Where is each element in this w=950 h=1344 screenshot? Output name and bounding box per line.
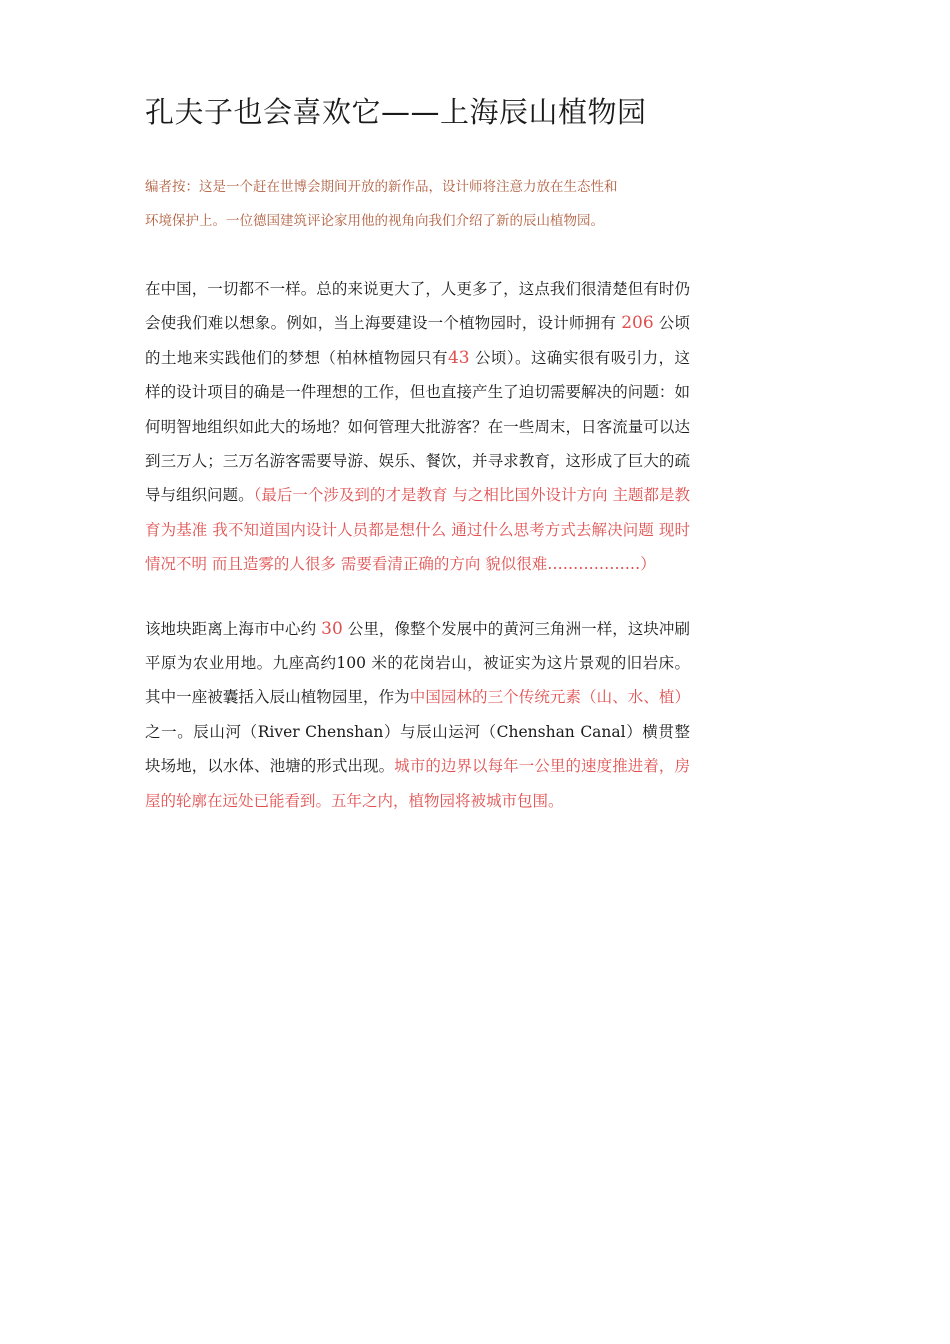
berlin-area-number-highlight: 43 <box>447 347 470 368</box>
paragraph-1-text-b: 公顷的土地来实践他们的梦想（柏林植物园只有 <box>145 314 690 367</box>
paragraph-2-text-a: 该地块距离上海市中心约 <box>145 619 322 638</box>
paragraph-1 <box>145 272 690 582</box>
area-number-highlight: 206 <box>621 313 654 334</box>
paragraph-2-text-b: 公里，像整个发展中的黄河三角洲一样，这块冲刷平原为农业用地。九座高约100 米的花岗岩山，被证实为这片景观的旧岩床。其中一座被囊括入辰山植物园里，作为 <box>145 619 690 707</box>
article <box>145 88 690 818</box>
reader-comment-highlight: （最后一个涉及到的才是教育 与之相比国外设计方向 主题都是教育为基准 我不知道国内设计人员都是想什么 通过什么思考方式去解决问题 现时情况不明 而且造雾的人很多 需要看清正确的方向 貌似很难………………） <box>145 486 690 574</box>
city-boundary-highlight: 城市的边界以每年一公里的速度推进着，房屋的轮廓在远处已能看到。五年之内，植物园将被城市包围。 <box>145 757 690 810</box>
editor-note: 编者按：这是一个赶在世博会期间开放的新作品，设计师将注意力放在生态性和环境保护上。一位德国建筑评论家用他的视角向我们介绍了新的辰山植物园。 <box>145 179 618 229</box>
garden-elements-highlight: 中国园林的三个传统元素（山、水、植） <box>409 688 690 707</box>
distance-number-highlight: 30 <box>321 618 343 639</box>
paragraph-2 <box>145 612 690 818</box>
paragraph-1-text-a: 在中国，一切都不一样。总的来说更大了，人更多了，这点我们很清楚但有时仍会使我们难以想象。例如，当上海要建设一个植物园时，设计师拥有 <box>145 280 690 333</box>
paragraph-1-text-c: 公顷）。这确实很有吸引力，这样的设计项目的确是一件理想的工作，但也直接产生了迫切需要解决的问题：如何明智地组织如此大的场地？如何管理大批游客？在一些周末，日客流量可以达到三万人；三万名游客需要导游、娱乐、餐饮，并寻求教育，这形成了巨大的疏导与组织问题。 <box>145 348 690 505</box>
article-title: 孔夫子也会喜欢它——上海辰山植物园 <box>145 95 647 129</box>
paragraph-2-text-c: 之一。辰山河（River Chenshan）与辰山运河（Chenshan Canal）横贯整块场地，以水体、池塘的形式出现。 <box>145 722 690 776</box>
